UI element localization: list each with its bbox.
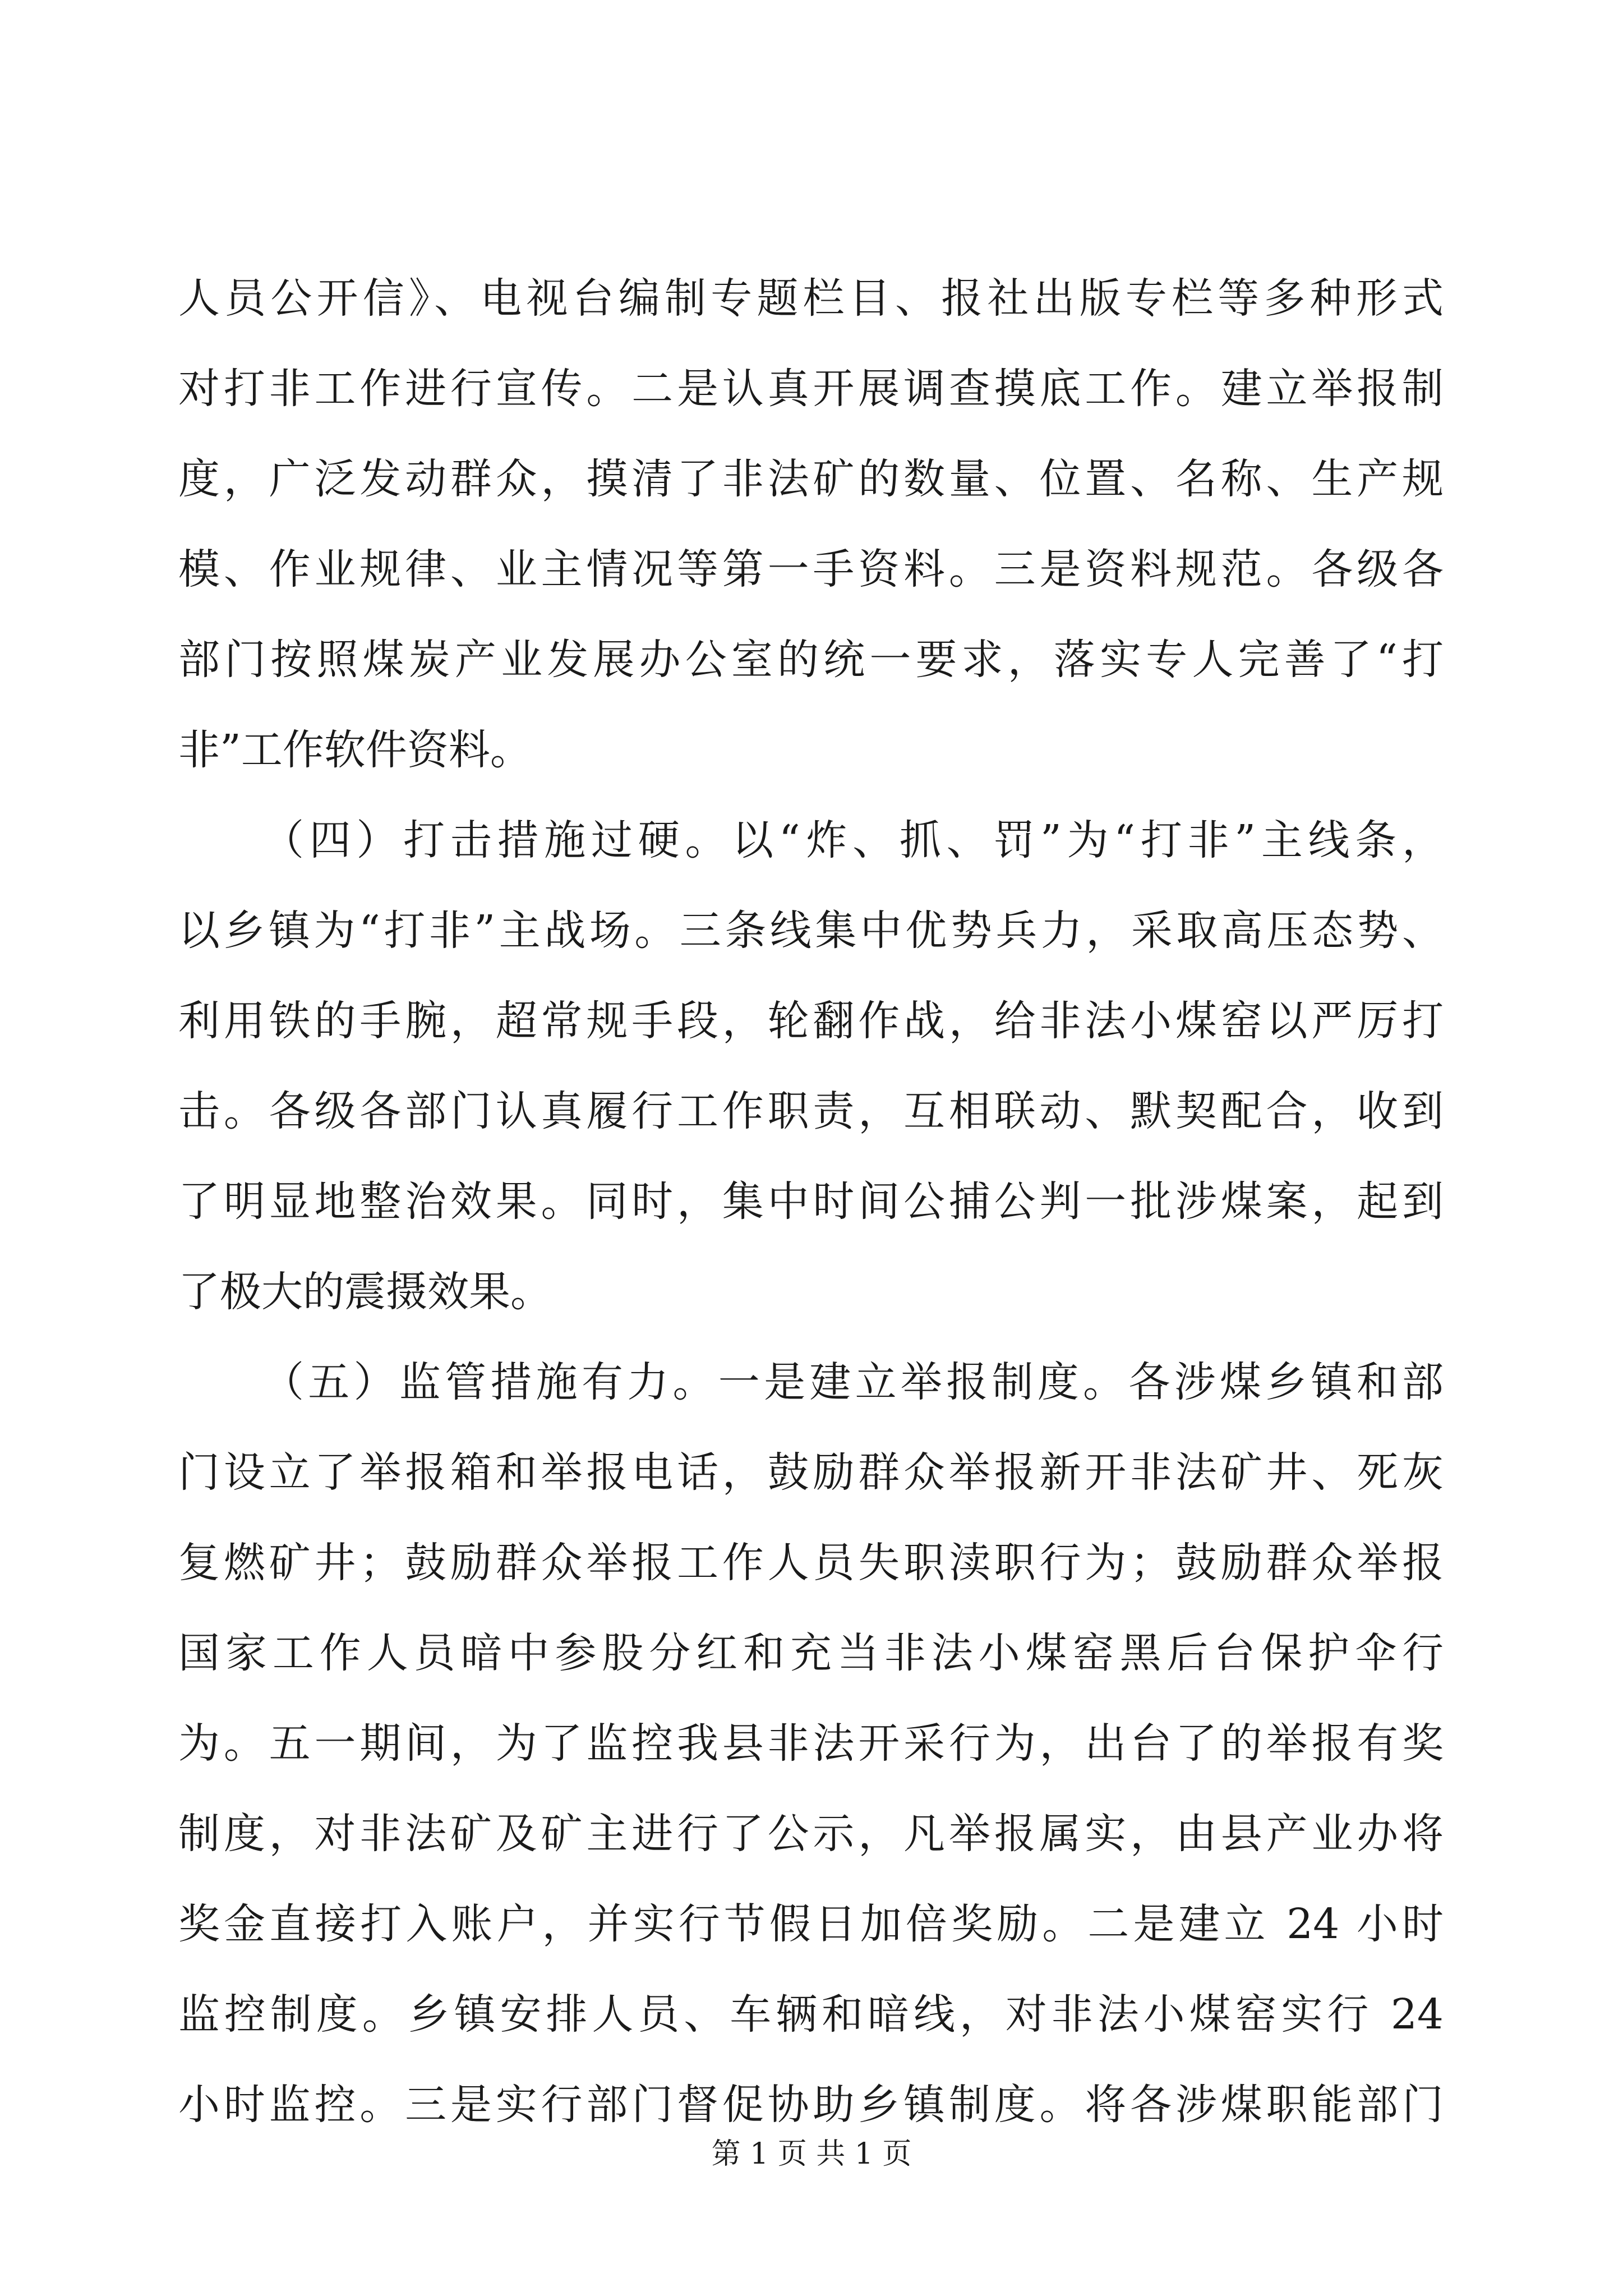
text-line: 监控制度。乡镇安排人员、车辆和暗线，对非法小煤窑实行 24 xyxy=(178,1990,1444,2039)
text-line: 度，广泛发动群众，摸清了非法矿的数量、位置、名称、生产规 xyxy=(178,455,1444,503)
text-line: 为。五一期间，为了监控我县非法开采行为，出台了的举报有奖 xyxy=(178,1719,1444,1768)
text-line: 了极大的震摄效果。 xyxy=(178,1268,552,1316)
text-line: 人员公开信》、电视台编制专题栏目、报社出版专栏等多种形式 xyxy=(178,274,1444,323)
text-line: 门设立了举报箱和举报电话，鼓励群众举报新开非法矿井、死灰 xyxy=(178,1448,1444,1497)
text-line: 以乡镇为“打非”主战场。三条线集中优势兵力，采取高压态势、 xyxy=(178,907,1444,955)
text-line: （四）打击措施过硬。以“炸、抓、罚”为“打非”主线条， xyxy=(262,816,1444,864)
text-line: 了明显地整治效果。同时，集中时间公捕公判一批涉煤案，起到 xyxy=(178,1177,1444,1226)
text-line: 制度，对非法矿及矿主进行了公示，凡举报属实，由县产业办将 xyxy=(178,1810,1444,1858)
text-line: 利用铁的手腕，超常规手段，轮翻作战，给非法小煤窑以严厉打 xyxy=(178,997,1444,1045)
text-line: 小时监控。三是实行部门督促协助乡镇制度。将各涉煤职能部门 xyxy=(178,2081,1444,2129)
text-line: 击。各级各部门认真履行工作职责，互相联动、默契配合，收到 xyxy=(178,1087,1444,1135)
text-line: 非”工作软件资料。 xyxy=(178,726,532,774)
text-line: 部门按照煤炭产业发展办公室的统一要求，落实专人完善了“打 xyxy=(178,636,1444,684)
text-line: 对打非工作进行宣传。二是认真开展调查摸底工作。建立举报制 xyxy=(178,365,1444,413)
page-number-label: 第 1 页 共 1 页 xyxy=(711,2137,912,2171)
document-body xyxy=(178,254,1444,2150)
text-line: 奖金直接打入账户，并实行节假日加倍奖励。二是建立 24 小时 xyxy=(178,1900,1444,1948)
text-line: 国家工作人员暗中参股分红和充当非法小煤窑黑后台保护伞行 xyxy=(178,1629,1444,1677)
text-line: 模、作业规律、业主情况等第一手资料。三是资料规范。各级各 xyxy=(178,545,1444,593)
page-footer xyxy=(0,2134,1623,2174)
text-line: 复燃矿井；鼓励群众举报工作人员失职渎职行为；鼓励群众举报 xyxy=(178,1539,1444,1587)
text-line: （五）监管措施有力。一是建立举报制度。各涉煤乡镇和部 xyxy=(262,1358,1444,1406)
